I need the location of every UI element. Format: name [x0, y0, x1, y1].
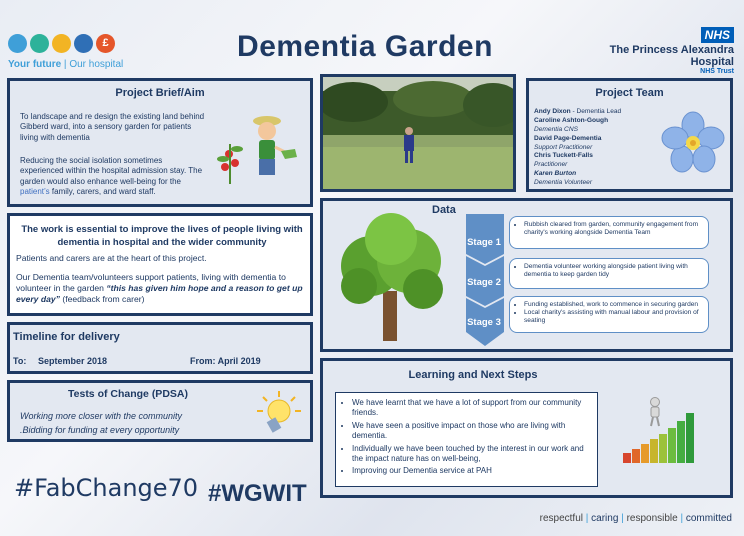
team-member-role: Dementia CNS	[534, 125, 578, 133]
learning-item: • Individually we have been touched by the interest in our work and the impact nature has on well-being,	[352, 444, 593, 465]
brief-p1: To landscape and re design the existing land behind Gibberd ward, into a sensory garden for patients living with dementia	[20, 112, 205, 142]
brief-p2	[20, 156, 205, 198]
nhs-logo: NHS	[701, 27, 734, 43]
stage-bullet: • Funding established, work to commence in securing garden	[524, 301, 702, 309]
team-member-role: Support Practitioner	[534, 143, 593, 151]
tagline-sep: |	[61, 59, 70, 70]
project-brief-panel	[7, 78, 313, 207]
brief-heading: Project Brief/Aim	[115, 87, 205, 99]
brief-p2-highlight: patient’s	[20, 187, 50, 197]
team-member-name: Chris Tuckett-Falls	[534, 152, 593, 160]
wgwit-hashtag: #WGWIT	[208, 480, 307, 507]
stage-bullet: • Rubbish cleared from garden, community engagement from charity's working alongside Dementia Team	[524, 221, 702, 237]
value-caring: caring	[591, 513, 619, 524]
stage-box	[509, 216, 709, 249]
team-member-role: - Dementia Lead	[570, 108, 622, 115]
work-line1: Patients and carers are at the heart of this project.	[16, 253, 207, 263]
work-statement-panel	[7, 213, 313, 316]
tagline-rest: Our hospital	[69, 59, 124, 70]
footer-separator: |	[677, 513, 686, 524]
project-team-panel	[526, 78, 733, 192]
value-responsible: responsible	[626, 513, 678, 524]
people-icon	[8, 34, 27, 53]
gardener-illustration	[215, 109, 305, 189]
timeline-panel	[7, 322, 313, 374]
work-quote: “this has given him hope and a reason to get up every day”	[16, 283, 303, 305]
value-committed: committed	[685, 513, 732, 524]
footer-separator: |	[618, 513, 627, 524]
tests-line2: .Bidding for funding at every opportunity	[20, 425, 180, 435]
trust-line2: Hospital	[690, 56, 734, 69]
learning-item: • Improving our Dementia service at PAH	[352, 466, 593, 476]
forget-me-not-flower-icon	[661, 111, 725, 175]
learning-item: • We have learnt that we have a lot of support from our community friends.	[352, 398, 593, 419]
value-respectful: respectful	[539, 513, 583, 524]
team-heading: Project Team	[595, 87, 664, 99]
work-quote-suffix: (feedback from carer)	[62, 294, 145, 305]
team-member-role: Dementia Volunteer	[534, 179, 593, 187]
tagline	[8, 59, 123, 70]
timeline-heading: Timeline for delivery	[13, 331, 120, 343]
pound-icon: £	[96, 34, 115, 53]
trust-line3: NHS Trust	[700, 68, 734, 76]
timeline-to-value: September 2018	[38, 356, 108, 366]
stage-box	[509, 296, 709, 333]
work-headline: The work is essential to improve the lives of people living with dementia in hospital and the wider community	[21, 224, 303, 248]
footer-separator: |	[583, 513, 592, 524]
stage-box	[509, 258, 709, 289]
learning-panel	[320, 358, 733, 498]
stage-label: Stage 2	[467, 277, 501, 288]
brief-p2-end: family, carers, and ward staff.	[51, 187, 156, 197]
trust-line1: The Princess Alexandra	[609, 44, 734, 56]
chart-icon	[52, 34, 71, 53]
team-list	[534, 108, 621, 188]
learning-heading: Learning and Next Steps	[408, 369, 538, 381]
tree-illustration	[331, 211, 451, 343]
fabchange-hashtag: #FabChange70	[14, 474, 199, 502]
brief-p2-text: Reducing the social isolation sometimes experienced within the hospital admission stay. The garden would also enhance well-being for the	[20, 156, 203, 186]
stage-bullet: • Local charity's assisting with manual labour and provision of seating	[524, 309, 702, 325]
learning-box	[335, 392, 598, 487]
team-member	[534, 108, 621, 117]
tagline-bold: Your future	[8, 59, 62, 70]
page-title: Dementia Garden	[237, 30, 493, 63]
team-member-name: David Page-Dementia	[534, 134, 602, 142]
tests-line1: Working more closer with the community	[20, 411, 183, 421]
learning-item: • We have seen a positive impact on those who are living with dementia.	[352, 421, 593, 442]
tests-of-change-panel	[7, 380, 313, 442]
team-member-role: Practitioner	[534, 161, 568, 169]
growth-stairs-illustration	[623, 401, 708, 463]
timeline-from: From: April 2019	[190, 356, 261, 366]
garden-photo-panel	[320, 74, 516, 192]
data-heading: Data	[432, 204, 456, 216]
group-icon	[30, 34, 49, 53]
stage-label: Stage 3	[467, 317, 501, 328]
stage-label: Stage 1	[467, 237, 501, 248]
tests-heading: Tests of Change (PDSA)	[68, 388, 188, 400]
lightbulb-icon	[253, 389, 303, 439]
timeline-to-label: To:	[13, 356, 27, 366]
work-line2-text: Our Dementia team/volunteers support patients, living with dementia to volunteer in the garden	[16, 272, 286, 294]
garden-photo	[323, 77, 513, 189]
team-member-name: Caroline Ashton-Gough	[534, 116, 609, 124]
work-line2	[16, 272, 312, 306]
home-icon	[74, 34, 93, 53]
person-figure-icon	[645, 397, 665, 427]
team-member-name: Karen Burton	[534, 170, 577, 178]
stage-bullet: • Dementia volunteer working alongside patient living with dementia to keep garden tidy	[524, 263, 702, 279]
trust-name	[610, 44, 734, 76]
team-member-name: Andy Dixon	[534, 108, 571, 115]
footer-values	[540, 513, 732, 524]
